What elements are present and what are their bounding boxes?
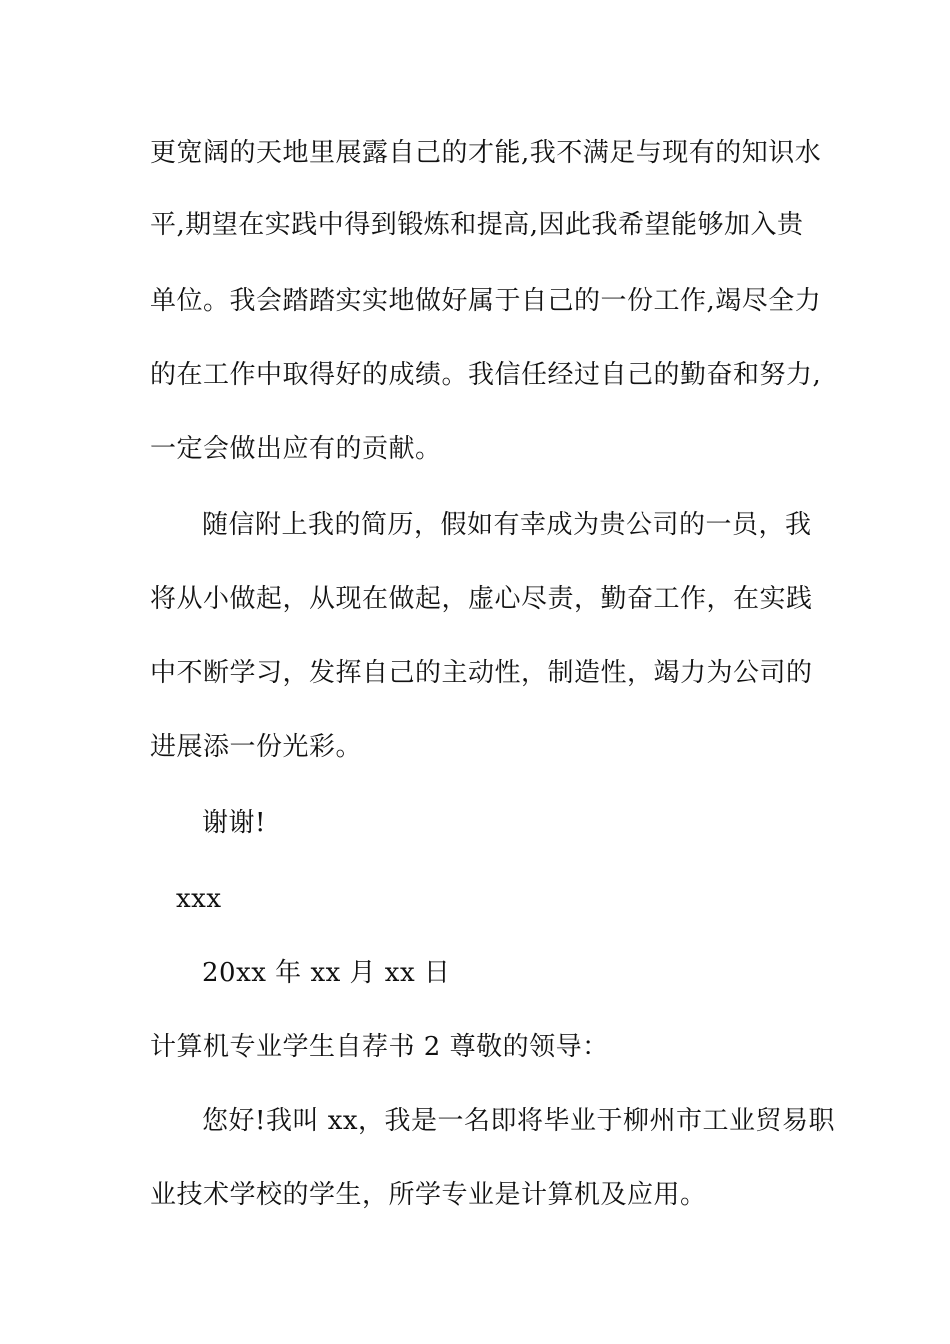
text-line-4: 的在工作中取得好的成绩。我信任经过自己的勤奋和努力, (150, 360, 822, 390)
text-line-15: 业技术学校的学生，所学专业是计算机及应用。 (150, 1180, 707, 1210)
text-line-1: 更宽阔的天地里展露自己的才能,我不满足与现有的知识水 (150, 138, 822, 168)
section-heading: 计算机专业学生自荐书 2 尊敬的领导： (150, 1032, 609, 1062)
text-line-6: 随信附上我的简历，假如有幸成为贵公司的一员，我 (202, 510, 812, 540)
text-line-3: 单位。我会踏踏实实地做好属于自己的一份工作,竭尽全力 (150, 286, 822, 316)
signature-name: xxx (176, 884, 222, 914)
text-line-5: 一定会做出应有的贡献。 (150, 434, 442, 464)
text-line-9: 进展添一份光彩。 (150, 732, 363, 762)
text-line-8: 中不断学习，发挥自己的主动性，制造性，竭力为公司的 (150, 658, 813, 688)
text-line-14: 您好!我叫 xx，我是一名即将毕业于柳州市工业贸易职 (202, 1106, 836, 1136)
text-line-2: 平,期望在实践中得到锻炼和提高,因此我希望能够加入贵 (150, 210, 804, 240)
thanks-line: 谢谢! (202, 808, 266, 838)
signature-date: 20xx 年 xx 月 xx 日 (202, 958, 451, 988)
text-line-7: 将从小做起，从现在做起，虚心尽责，勤奋工作，在实践 (150, 584, 813, 614)
